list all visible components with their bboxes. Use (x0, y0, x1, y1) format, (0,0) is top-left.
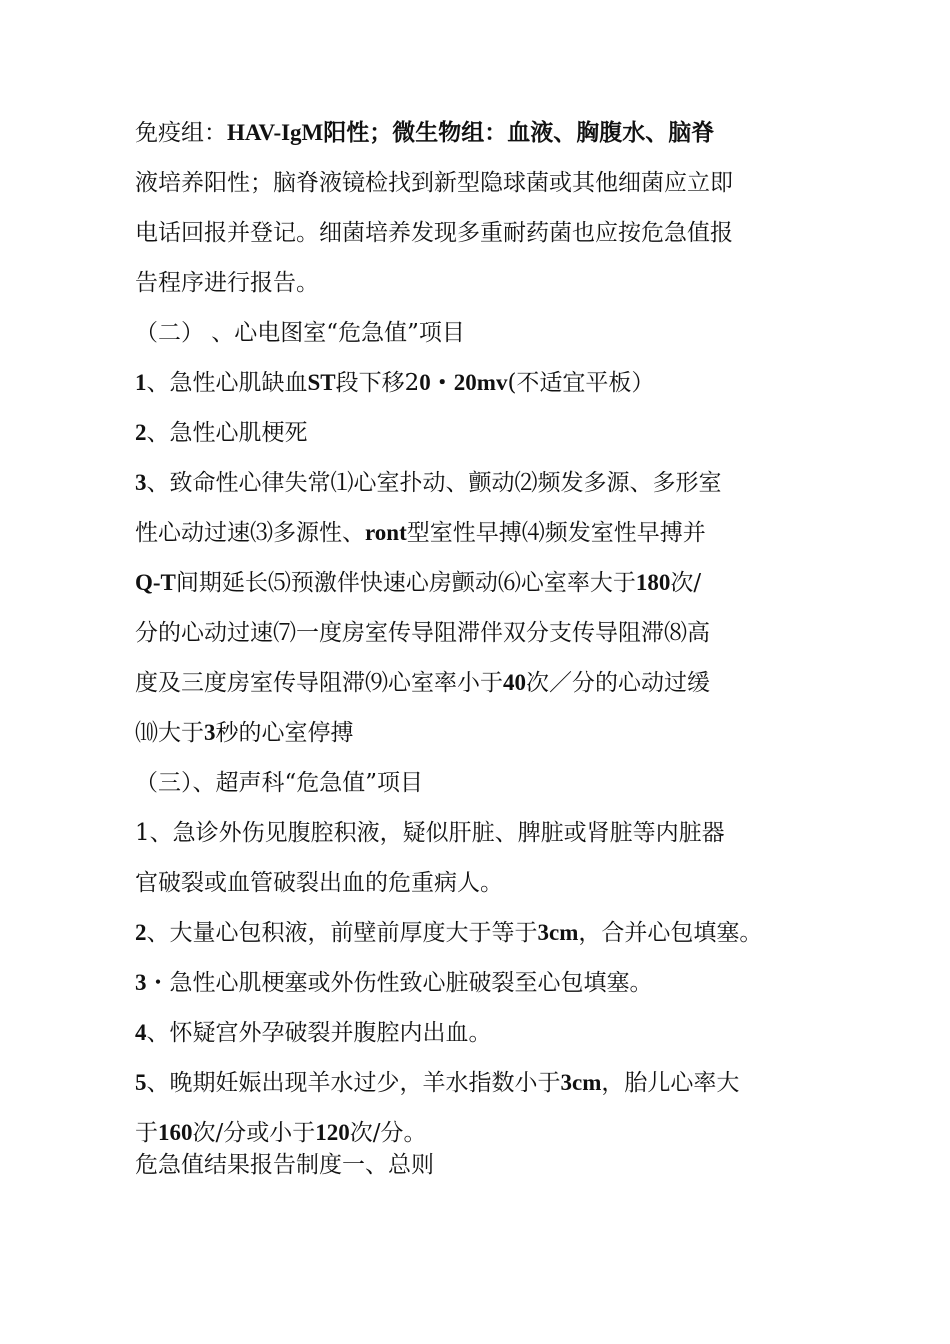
text-line (135, 167, 733, 199)
text-line (135, 1067, 739, 1099)
bold-text: 3cm (560, 1070, 602, 1095)
text-run: ，胎儿心率大 (601, 1070, 740, 1096)
text-line (135, 1149, 434, 1181)
text-run: 分的心动过速⑺一度房室传导阻滞伴双分支传导阻滞⑻高 (135, 620, 710, 646)
text-line (135, 267, 319, 299)
text-run: 次/ (670, 570, 702, 596)
text-line (135, 1117, 427, 1149)
text-run: 告程序进行报告。 (135, 270, 319, 296)
text-run: 、晚期妊娠出现羊水过少，羊水指数小于 (146, 1070, 561, 1096)
bold-text: HAV-IgM (227, 120, 324, 145)
text-run: 次／分的心动过缓 (526, 670, 710, 696)
bold-text: 40 (503, 670, 526, 695)
text-line (135, 1017, 492, 1049)
text-run: 于 (135, 1120, 158, 1146)
text-line (135, 317, 465, 349)
text-run: 、大量心包积液，前壁前厚度大于等于 (146, 920, 538, 946)
text-run: 度及三度房室传导阻滞⑼心室率小于 (135, 670, 503, 696)
text-run: 次/分或小于 (192, 1120, 316, 1146)
bold-text: 2 (135, 420, 147, 445)
text-run: 危急值结果报告制度一、总则 (135, 1152, 434, 1178)
text-run: 、急性心肌缺血 (146, 370, 308, 396)
bold-text: 1 (135, 370, 147, 395)
text-run: 、急性心肌梗死 (146, 420, 308, 446)
text-run: 秒的心室停搏 (215, 720, 354, 746)
text-line (135, 517, 706, 549)
text-line (135, 817, 725, 849)
text-run: 、致命性心律失常⑴心室扑动、颤动⑵频发多源、多形室 (146, 470, 722, 496)
text-line (135, 117, 714, 149)
text-line (135, 767, 423, 799)
text-run: 官破裂或血管破裂出血的危重病人。 (135, 870, 503, 896)
text-run: （二） 、心电图室“危急值”项目 (135, 320, 465, 346)
text-run: 电话回报并登记。细菌培养发现多重耐药菌也应按危急值报 (135, 220, 733, 246)
text-run: 免疫组： (135, 120, 227, 146)
bold-text: ront (365, 520, 407, 545)
bold-text: 3 (135, 470, 147, 495)
text-line (135, 667, 710, 699)
bold-text: 3cm (537, 920, 579, 945)
text-line (135, 467, 722, 499)
bold-text: 5 (135, 1070, 147, 1095)
text-run: 型室性早搏⑷频发室性早搏并 (406, 520, 706, 546)
text-run: （三）、超声科“危急值”项目 (135, 770, 424, 796)
bold-text: 3 (135, 970, 147, 995)
text-line (135, 217, 733, 249)
bold-text: 阳性；微生物组：血液、胸腹水、脑脊 (323, 120, 715, 145)
text-run: ・急性心肌梗塞或外伤性致心脏破裂至心包填塞。 (146, 970, 653, 996)
text-run: 液培养阳性；脑脊液镜检找到新型隐球菌或其他细菌应立即 (135, 170, 733, 196)
text-line (135, 417, 308, 449)
text-run: ⑽大于 (135, 720, 204, 746)
text-run: 间期延长⑸预激伴快速心房颤动⑹心室率大于 (175, 570, 636, 596)
text-run: 性心动过速⑶多源性、 (135, 520, 365, 546)
bold-text: Q-T (135, 570, 176, 595)
text-line (135, 567, 701, 599)
text-line (135, 717, 354, 749)
text-line (135, 617, 710, 649)
text-run: 次/分。 (349, 1120, 427, 1146)
text-run: (不适宜平板） (507, 370, 655, 396)
text-run: 、怀疑宫外孕破裂并腹腔内出血。 (146, 1020, 492, 1046)
bold-text: 4 (135, 1020, 147, 1045)
text-line (135, 367, 654, 399)
text-run: 1、急诊外伤见腹腔积液，疑似肝脏、脾脏或肾脏等内脏器 (135, 820, 725, 846)
bold-text: 160 (158, 1120, 193, 1145)
text-run: 段下移2 (335, 370, 420, 396)
bold-text: ST (307, 370, 336, 395)
bold-text: 2 (135, 920, 147, 945)
text-run: ，合并心包填塞。 (578, 920, 763, 946)
bold-text: 180 (635, 570, 671, 595)
bold-text: 3 (204, 720, 216, 745)
text-line (135, 867, 503, 899)
text-line (135, 917, 762, 949)
text-line (135, 967, 653, 999)
bold-text: 120 (315, 1120, 350, 1145)
bold-text: 0・20mv (419, 370, 508, 395)
